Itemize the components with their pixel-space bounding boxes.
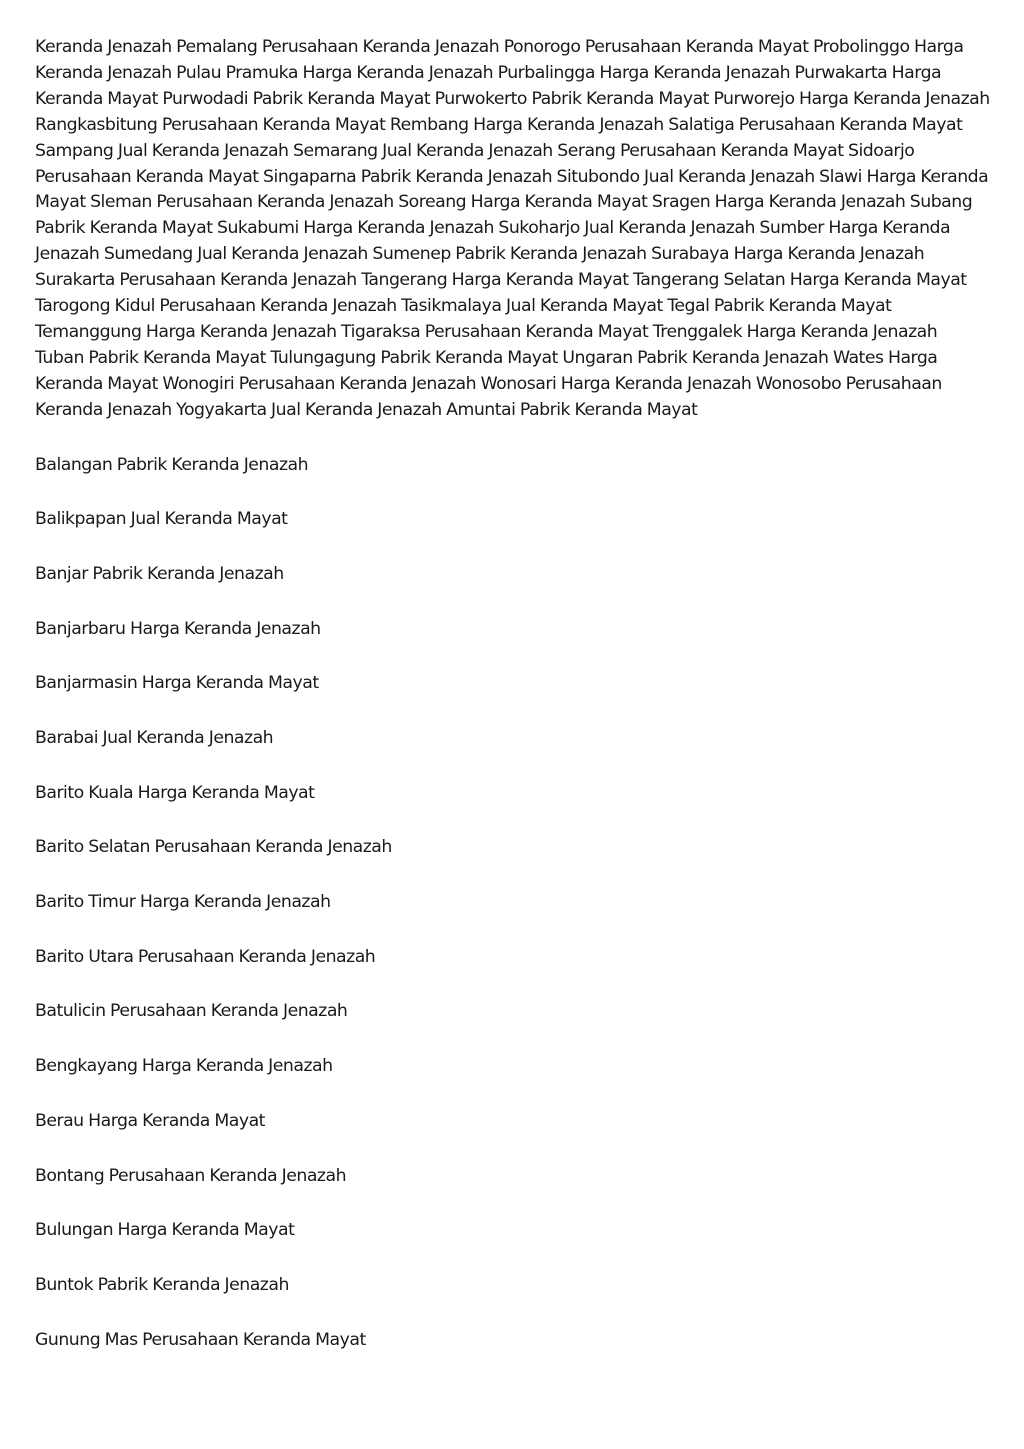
list-item: Bontang Perusahaan Keranda Jenazah xyxy=(35,1165,347,1186)
list-item: Banjarmasin Harga Keranda Mayat xyxy=(35,673,319,694)
list-item: Barito Timur Harga Keranda Jenazah xyxy=(35,892,331,913)
location-list xyxy=(35,452,990,1353)
list-item: Buntok Pabrik Keranda Jenazah xyxy=(35,1274,289,1295)
list-item: Bulungan Harga Keranda Mayat xyxy=(35,1220,295,1241)
document-page xyxy=(35,35,990,1381)
list-item: Balangan Pabrik Keranda Jenazah xyxy=(35,454,309,475)
intro-paragraph: Keranda Jenazah Pemalang Perusahaan Keranda Jenazah Ponorogo Perusahaan Keranda Mayat Probolinggo Harga Keranda Jenazah Pulau Pramuka Harga Keranda Jenazah Purbalingga Harga Keranda Jenazah Purwakarta Harga Keranda Mayat Purwodadi Pabrik Keranda Mayat Purwokerto Pabrik Keranda Mayat Purworejo Harga Keranda Jenazah Rangkasbitung Perusahaan Keranda Mayat Rembang Harga Keranda Jenazah Salatiga Perusahaan Keranda Mayat Sampang Jual Keranda Jenazah Semarang Jual Keranda Jenazah Serang Perusahaan Keranda Mayat Sidoarjo Perusahaan Keranda Mayat Singaparna Pabrik Keranda Jenazah Situbondo Jual Keranda Jenazah Slawi Harga Keranda Mayat Sleman Perusahaan Keranda Jenazah Soreang Harga Keranda Mayat Sragen Harga Keranda Jenazah Subang Pabrik Keranda Mayat Sukabumi Harga Keranda Jenazah Sukoharjo Jual Keranda Jenazah Sumber Harga Keranda Jenazah Sumedang Jual Keranda Jenazah Sumenep Pabrik Keranda Jenazah Surabaya Harga Keranda Jenazah Surakarta Perusahaan Keranda Jenazah Tangerang Harga Keranda Mayat Tangerang Selatan Harga Keranda Mayat Tarogong Kidul Perusahaan Keranda Jenazah Tasikmalaya Jual Keranda Mayat Tegal Pabrik Keranda Mayat Temanggung Harga Keranda Jenazah Tigaraksa Perusahaan Keranda Mayat Trenggalek Harga Keranda Jenazah Tuban Pabrik Keranda Mayat Tulungagung Pabrik Keranda Mayat Ungaran Pabrik Keranda Jenazah Wates Harga Keranda Mayat Wonogiri Perusahaan Keranda Jenazah Wonosari Harga Keranda Jenazah Wonosobo Perusahaan Keranda Jenazah Yogyakarta Jual Keranda Jenazah Amuntai Pabrik Keranda Mayat xyxy=(35,37,990,420)
list-item: Barito Selatan Perusahaan Keranda Jenazah xyxy=(35,837,392,858)
list-item: Banjar Pabrik Keranda Jenazah xyxy=(35,563,284,584)
list-item: Berau Harga Keranda Mayat xyxy=(35,1110,265,1131)
list-item: Batulicin Perusahaan Keranda Jenazah xyxy=(35,1001,348,1022)
list-item: Gunung Mas Perusahaan Keranda Mayat xyxy=(35,1329,366,1350)
list-item: Bengkayang Harga Keranda Jenazah xyxy=(35,1056,333,1077)
list-item: Barabai Jual Keranda Jenazah xyxy=(35,728,274,749)
list-item: Banjarbaru Harga Keranda Jenazah xyxy=(35,618,321,639)
list-item: Barito Utara Perusahaan Keranda Jenazah xyxy=(35,946,376,967)
list-item: Balikpapan Jual Keranda Mayat xyxy=(35,509,288,530)
list-item: Barito Kuala Harga Keranda Mayat xyxy=(35,782,315,803)
